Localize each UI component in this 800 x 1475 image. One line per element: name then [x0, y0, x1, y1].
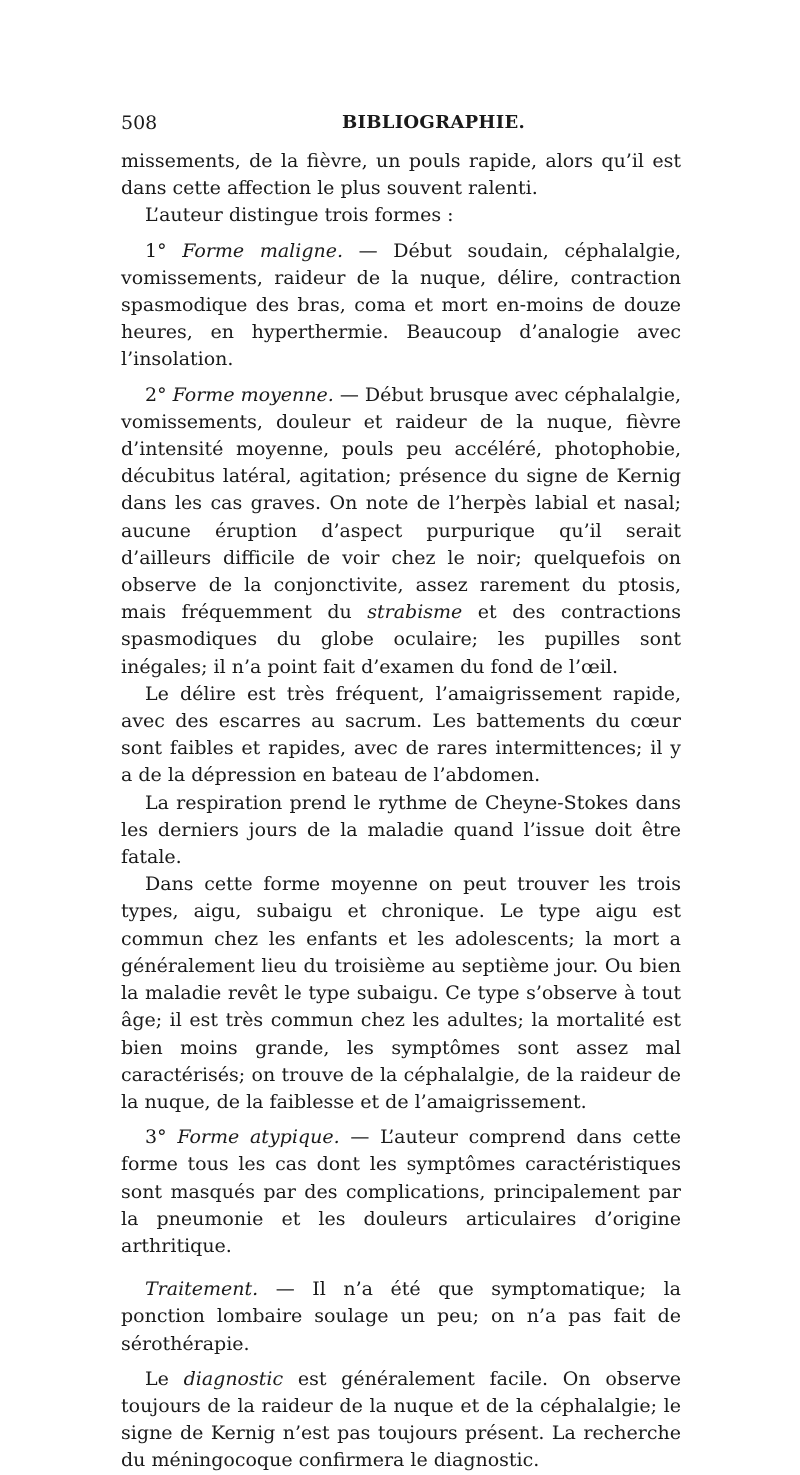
paragraph-diagnostic: Le diagnostic est généralement facile. On observe toujours de la raideur de la nuque et de la céphalalgie; le signe de Kernig n’est pas toujours présent. La recherche du méningocoque confirmera le diagnostic.: [121, 1367, 681, 1472]
emphasized-term: strabisme: [367, 601, 463, 624]
paragraph-respiration: La respiration prend le rythme de Cheyne-Stokes dans les derniers jours de la maladie quand l’issue doit être fatale.: [121, 791, 681, 869]
paragraph-types: Dans cette forme moyenne on peut trouver les trois types, aigu, subaigu et chronique. Le type aigu est commun chez les enfants et les adolescents; la mort a généralement lieu du troisième au septième jour. Ou bien la maladie revêt le type subaigu. Ce type s’observe à tout âge; il est très commun chez les adultes; la mortalité est bien moins grande, les symptômes sont assez mal caractérisés; on trouve de la céphalalgie, de la raideur de la nuque, de la faiblesse et de l’amaigrissement.: [121, 873, 681, 1113]
section-label: Forme maligne.: [182, 239, 344, 262]
section-label: Forme moyenne.: [172, 383, 334, 406]
paragraph-forme-moyenne: 2° Forme moyenne. — Début brusque avec céphalalgie, vomissements, douleur et raideur de la nuque, fièvre d’intensité moyenne, pouls peu accéléré, photophobie, décubitus latéral, agitation; présence du signe de Kernig dans les cas graves. On note de l’herpès labial et nasal; aucune éruption d’aspect purpurique qu’il serait d’ailleurs difficile de voir chez le noir; quelquefois on observe de la conjonctivite, assez rarement du ptosis, mais fréquemment du strabisme et des contractions spasmodiques du globe oculaire; les pupilles sont inégales; il n’a point fait d’examen du fond de l’œil.: [121, 383, 681, 678]
running-title: BIBLIOGRAPHIE.: [342, 112, 526, 133]
paragraph-delire: Le délire est très fréquent, l’amaigrissement rapide, avec des escarres au sacrum. Les battements du cœur sont faibles et rapides, avec de rares intermittences; il y a de la dépression en bateau de l’abdomen.: [121, 682, 681, 787]
paragraph-continuation: missements, de la fièvre, un pouls rapide, alors qu’il est dans cette affection le plus souvent ralenti.: [121, 150, 681, 200]
body-text: [121, 148, 681, 1475]
page-header: [121, 112, 681, 142]
section-label: diagnostic: [183, 1367, 284, 1390]
paragraph-forme-maligne: 1° Forme maligne. — Début soudain, céphalalgie, vomissements, raideur de la nuque, délire, contraction spasmodique des bras, coma et mort en-moins de douze heures, en hyperthermie. Beaucoup d’analogie avec l’insolation.: [121, 239, 681, 371]
section-label: Traitement.: [145, 1278, 259, 1301]
page-number: 508: [121, 112, 158, 134]
section-label: Forme atypique.: [177, 1126, 340, 1149]
paragraph-intro-forms: L’auteur distingue trois formes :: [145, 204, 454, 227]
paragraph-traitement: Traitement. — Il n’a été que symptomatique; la ponction lombaire soulage un peu; on n’a pas fait de sérothérapie.: [121, 1278, 681, 1355]
paragraph-forme-atypique: 3° Forme atypique. — L’auteur comprend dans cette forme tous les cas dont les symptômes caractéristiques sont masqués par des complications, principalement par la pneumonie et les douleurs articulaires d’origine arthritique.: [121, 1126, 681, 1257]
